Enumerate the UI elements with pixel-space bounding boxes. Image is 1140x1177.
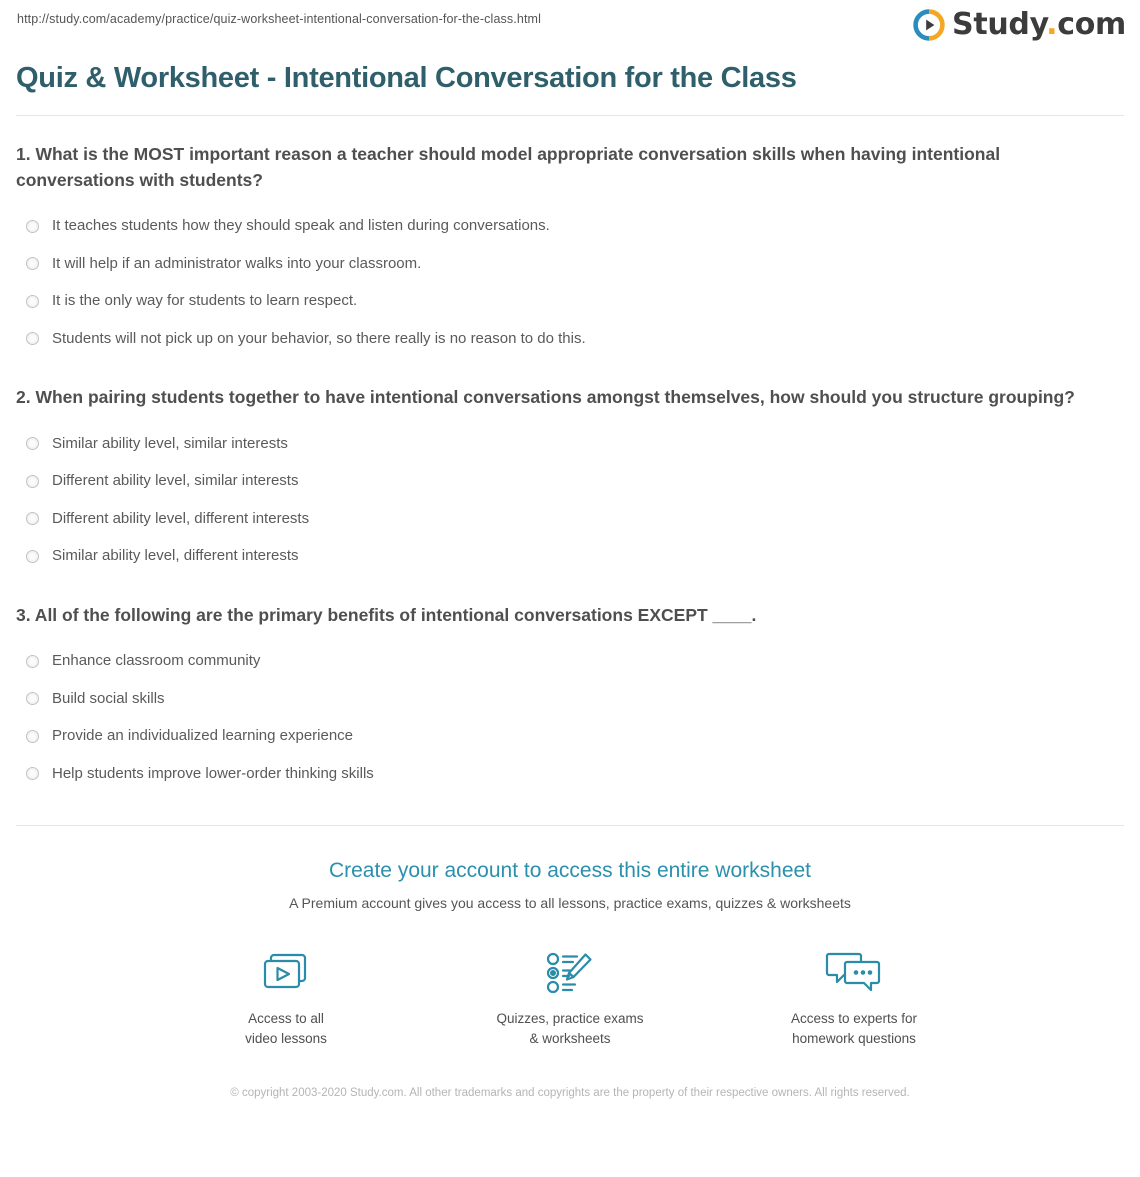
radio-button-icon[interactable] [26, 730, 39, 743]
answer-label: Similar ability level, different interests [52, 547, 299, 565]
answer-option[interactable] [16, 207, 1124, 245]
feature-line-1: Access to all [248, 1010, 324, 1026]
copyright-notice: © copyright 2003-2020 Study.com. All other trademarks and copyrights are the property of their respective owners. All rights reserved. [230, 1087, 910, 1100]
radio-button-icon[interactable] [26, 437, 39, 450]
answer-option[interactable] [16, 245, 1124, 283]
study-com-logo[interactable] [913, 9, 1126, 41]
feature-label [211, 1009, 361, 1050]
feature-video-lessons [211, 945, 361, 1050]
cta-subtitle: A Premium account gives you access to all lessons, practice exams, quizzes & worksheets [289, 894, 851, 911]
feature-line-2: & worksheets [529, 1031, 611, 1047]
radio-button-icon[interactable] [26, 332, 39, 345]
answer-option[interactable] [16, 642, 1124, 680]
answer-option[interactable] [16, 282, 1124, 320]
radio-button-icon[interactable] [26, 767, 39, 780]
question-text: 2. When pairing students together to have intentional conversations amongst themselves, how should you structure grouping? [16, 387, 1075, 408]
answer-label: Students will not pick up on your behavior, so there really is no reason to do this. [52, 329, 586, 347]
answer-options [16, 425, 1124, 575]
radio-button-icon[interactable] [26, 295, 39, 308]
answer-option[interactable] [16, 425, 1124, 463]
answer-label: Enhance classroom community [52, 652, 261, 670]
page-title: Quiz & Worksheet - Intentional Conversation for the Class [16, 62, 797, 94]
feature-label [779, 1009, 929, 1050]
question-text: 1. What is the MOST important reason a teacher should model appropriate conversation skills when having intentional conversations with students? [16, 144, 1001, 190]
radio-button-icon[interactable] [26, 550, 39, 563]
answer-label: Different ability level, different interests [52, 509, 310, 527]
feature-line-2: homework questions [792, 1031, 916, 1047]
video-lessons-icon [211, 945, 361, 1001]
answer-label: Provide an individualized learning experience [52, 727, 354, 745]
logo-word-com: com [1057, 7, 1126, 42]
answer-option[interactable] [16, 680, 1124, 718]
create-account-cta [16, 825, 1124, 1049]
answer-option[interactable] [16, 755, 1124, 793]
question-text: 3. All of the following are the primary benefits of intentional conversations EXCEPT ____. [16, 604, 757, 625]
answer-option[interactable] [16, 537, 1124, 575]
answer-options [16, 207, 1124, 357]
answer-option[interactable] [16, 462, 1124, 500]
question-block [16, 142, 1124, 357]
play-circle-icon [913, 9, 945, 41]
radio-button-icon[interactable] [26, 220, 39, 233]
feature-line-1: Access to experts for [790, 1010, 918, 1026]
chat-bubbles-icon [779, 945, 929, 1001]
quiz-questions [16, 116, 1124, 792]
radio-button-icon[interactable] [26, 655, 39, 668]
answer-label: Help students improve lower-order thinking skills [52, 764, 374, 782]
answer-option[interactable] [16, 500, 1124, 538]
feature-quizzes-worksheets [495, 945, 645, 1050]
feature-line-2: video lessons [245, 1031, 327, 1047]
answer-option[interactable] [16, 717, 1124, 755]
question-block [16, 385, 1124, 575]
feature-label [495, 1009, 645, 1050]
answer-label: Different ability level, similar interests [52, 472, 299, 490]
logo-dot: . [1046, 7, 1058, 42]
logo-wordmark [952, 7, 1126, 42]
feature-line-1: Quizzes, practice exams [496, 1010, 644, 1026]
page-url: http://study.com/academy/practice/quiz-worksheet-intentional-conversation-for-the-class.html [17, 12, 541, 26]
answer-label: It is the only way for students to learn respect. [52, 292, 358, 310]
cta-title[interactable]: Create your account to access this entire worksheet [328, 859, 812, 883]
answer-options [16, 642, 1124, 792]
quiz-pencil-icon [495, 945, 645, 1001]
answer-label: It teaches students how they should speak and listen during conversations. [52, 217, 550, 235]
radio-button-icon[interactable] [26, 475, 39, 488]
radio-button-icon[interactable] [26, 692, 39, 705]
feature-expert-help [779, 945, 929, 1050]
answer-label: Similar ability level, similar interests [52, 434, 288, 452]
question-block [16, 603, 1124, 793]
answer-label: Build social skills [52, 689, 165, 707]
browser-top-bar [0, 0, 1140, 52]
radio-button-icon[interactable] [26, 512, 39, 525]
logo-word-study: Study [952, 7, 1047, 42]
answer-label: It will help if an administrator walks into your classroom. [52, 254, 422, 272]
premium-features [16, 945, 1124, 1050]
radio-button-icon[interactable] [26, 257, 39, 270]
answer-option[interactable] [16, 320, 1124, 358]
